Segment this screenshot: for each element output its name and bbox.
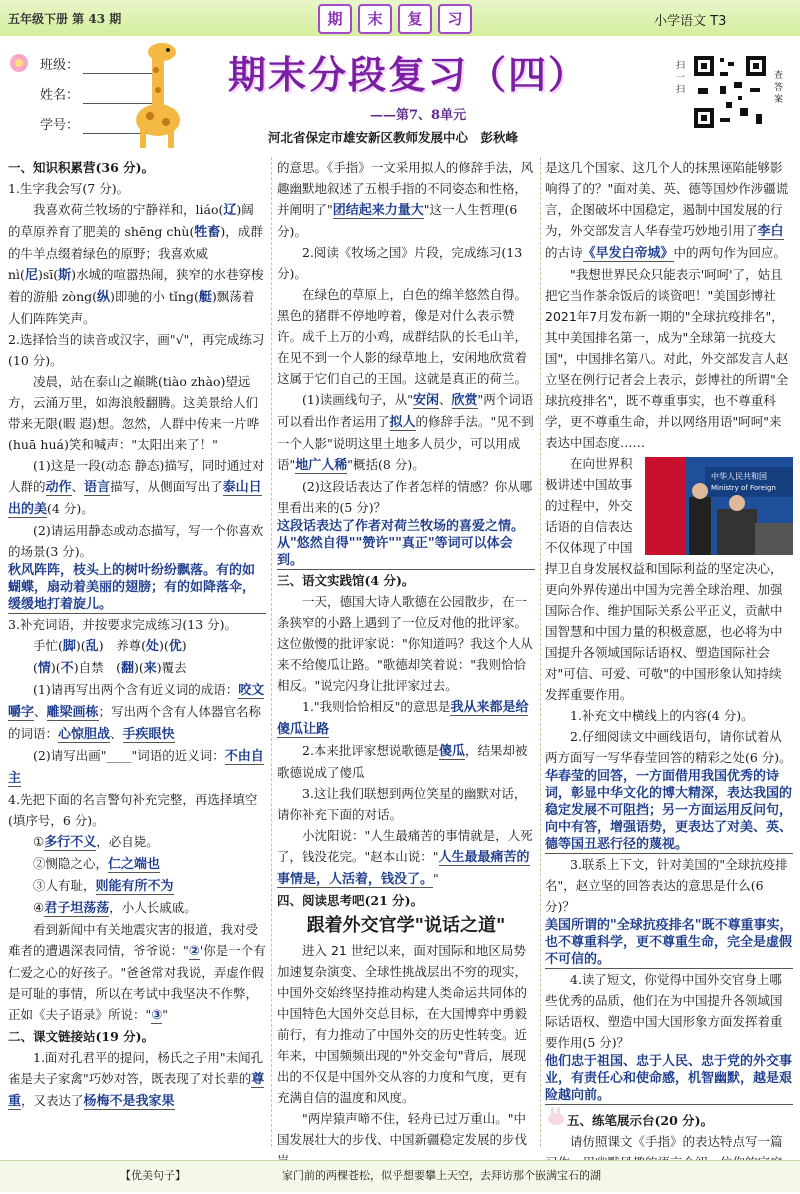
answer-field[interactable]: 辽 bbox=[223, 203, 237, 218]
article-paragraph: "我想世界民众只能表示'呵呵'了，姑且把它当作茶余饭后的谈资吧！"美国彭博社2021年7月发布新一期的"全球抗疫排名"，其中美国排名第一，成为"全球第一抗疫大国"，中国排名第八。对此，外交部发言人赵立坚在例行记者会上表示，彭博社的所谓"全球抗疫排名"，既不尊重事实，也不尊重科学，更不尊重生命，并以网络用语"呵呵"来表达中国态度…… bbox=[545, 267, 789, 450]
q1 bbox=[277, 696, 535, 740]
article-paragraph: "两岸猿声啼不住，轻舟已过万重山。"中国发展壮大的步伐、中国新疆稳定发展的步伐 bbox=[277, 1111, 528, 1147]
q4-item bbox=[8, 831, 266, 853]
answer-field[interactable]: 翻 bbox=[120, 661, 134, 676]
scan-label: 扫一扫 bbox=[676, 61, 686, 95]
q2-1: (1)读画线句子，从"安闲、欣赏"两个词语可以看出作者运用了拟人的修辞手法。"见不到一个人影"说明这里土地多人员少，可以用成语"地广人稀"概括(8 分)。 bbox=[277, 392, 534, 473]
section-heading bbox=[545, 1107, 793, 1131]
press-conference-photo bbox=[645, 457, 793, 555]
text: (1)读画线句子，从" bbox=[302, 392, 413, 407]
text: 飘荡着人们阵阵笑声。 bbox=[8, 289, 255, 326]
text: )覆去 bbox=[156, 660, 187, 675]
text: "概括(8 分)。 bbox=[347, 457, 425, 472]
answer-field[interactable]: 尼 bbox=[24, 268, 38, 283]
page-title: 期末分段复习（四） bbox=[228, 53, 589, 97]
answer-field[interactable]: 李白 bbox=[757, 224, 784, 239]
q2-2: (2)请运用静态或动态描写，写一个你喜欢的场景(3 分)。 bbox=[8, 523, 264, 559]
author-line: 河北省保定市雄安新区教师发展中心 彭秋峰 bbox=[268, 130, 519, 145]
article-paragraph: 进入 21 世纪以来，面对国际和地区局势加速复杂演变、全球性挑战层出不穷的现实，中国外交始终坚持推动构建人类命运共同体的中国特色大国外交总目标，在大国博弈中勇毅前行，有力推动了中国外交的历史性转变。近年来，中国频频出现的"外交金句"背后，展现出的不仅是中国外交从容的力度和气度，更有充满自信的温度和风度。 bbox=[277, 943, 528, 1105]
text: ②恻隐之心， bbox=[33, 856, 109, 871]
text: 的古诗 bbox=[545, 245, 583, 260]
answer-field[interactable]: 手疾眼快 bbox=[122, 727, 175, 742]
answer-field[interactable]: 傻瓜 bbox=[438, 744, 465, 759]
answer-field[interactable]: 雕梁画栋 bbox=[46, 705, 99, 720]
q3-1: (1)请再写出两个含有近义词的成语：咬文嚼字、雕梁画栋；写出两个含有人体器官名称的词语：心惊胆战、手疾眼快 bbox=[8, 682, 265, 742]
q1-passage: 我喜欢荷兰牧场的宁静祥和，liáo(辽)阔的草原养育了肥美的 shēng chù(牲畜)，成群的牛羊点缀着绿色的原野；我喜欢威 nì(尼)sī(斯)水城的喧嚣热闹，狭窄的水巷穿梭着的游船 zòng(纵)即驰的小 tǐng(艇)飘荡着人们阵阵笑声。 bbox=[8, 202, 264, 326]
q4-passage: 看到新闻中有关地震灾害的报道，我对受难者的遭遇深表同情，爷爷说："②'你是一个有仁爱之心的好孩子。"爸爸常对我说，弄虚作假是可耻的事情，所以在考试中我坚决不作弊，正如《夫子语录》所说："③" bbox=[8, 922, 266, 1023]
answer-field[interactable]: 动作 bbox=[45, 480, 72, 495]
column-right bbox=[545, 157, 793, 1194]
q4-item bbox=[8, 897, 266, 919]
answer-field[interactable]: 多行不义 bbox=[44, 835, 97, 850]
text: 阔的草原养育了肥美的 shēng chù( bbox=[8, 202, 254, 239]
column-divider bbox=[540, 157, 541, 1147]
q2-passage: 凌晨，站在泰山之巅眺(tiào zhào)望远方，云涌万里，如海浪般翻腾。这美景给人们带来无限(暇 遐)想。忽然，人群中传来一片哗(huā huá)笑和喊声："太阳出来了！" bbox=[8, 374, 260, 452]
text: )( bbox=[133, 660, 144, 675]
answer-field[interactable]: 我从来都是给傻瓜让路 bbox=[277, 700, 529, 737]
answer-field[interactable]: 不由自主 bbox=[8, 749, 264, 786]
answer-field[interactable]: 艇 bbox=[198, 290, 212, 305]
column-divider bbox=[271, 157, 272, 1147]
text: (1)这是一段(动态 静态)描写，同时通过对人群的 bbox=[8, 458, 265, 494]
q3-2 bbox=[8, 745, 266, 789]
banner-char: 习 bbox=[438, 4, 472, 34]
article-title: 跟着外交官学"说话之道" bbox=[306, 915, 506, 936]
text: 是这几个国家、这几个人的抹黑诬陷能够影响得了的？"面对美、英、德等国炒作涉疆谎言，企图破坏中国稳定，遏制中国发展的行为，外交部发言人华春莹巧妙地引用了 bbox=[545, 160, 789, 238]
answer-field[interactable]: 仁之端也 bbox=[108, 857, 161, 872]
subject-label: 小学语文 T3 bbox=[654, 14, 727, 29]
answer-field[interactable]: 人生最最痛苦的事情是，人活着，钱没了。 bbox=[277, 850, 530, 887]
q3: 3.这让我们联想到两位笑星的幽默对话，请你补充下面的对话。 bbox=[277, 786, 527, 822]
answer-field[interactable]: 地广人稀 bbox=[295, 458, 348, 473]
answer-field[interactable]: 泰山日出的美 bbox=[8, 480, 262, 517]
text: ① bbox=[33, 834, 45, 849]
q3-answer[interactable]: 美国所谓的"全球抗疫排名"既不尊重事实，也不尊重科学，更不尊重生命，完全是虚假不可信的。 bbox=[545, 918, 793, 967]
text: ④ bbox=[33, 900, 45, 915]
banner-char: 末 bbox=[358, 4, 392, 34]
text: (1)请再写出两个含有近义词的成语： bbox=[33, 682, 239, 697]
q2-2: (2)这段话表达了作者怎样的情感？你从哪里看出来的(5 分)？ bbox=[277, 479, 533, 515]
text: ；写出两个含有人体器官名称的词语： bbox=[8, 704, 262, 741]
answer-field[interactable]: 不 bbox=[60, 661, 74, 676]
text: 1.面对孔君平的提问，杨氏之子用"未闻孔雀是夫子家禽"巧妙对答，既表现了对长辈的 bbox=[8, 1050, 264, 1086]
section-heading: 二、课文链接站(19 分)。 bbox=[8, 1029, 155, 1044]
rabbit-icon bbox=[545, 1107, 567, 1125]
text: 的意思。《手指》一文采用拟人的修辞手法，风趣幽默地叙述了五根手指的不同姿态和性格，并阐明了" bbox=[277, 160, 534, 217]
text: )( bbox=[75, 638, 86, 653]
text: )( bbox=[50, 660, 61, 675]
text: ，小人长戚戚。 bbox=[109, 900, 197, 915]
text: 即驰的小 tǐng( bbox=[114, 289, 199, 304]
question-1: 1.生字我会写(7 分)。 bbox=[8, 181, 130, 196]
answer-field[interactable]: 乱 bbox=[85, 639, 99, 654]
text: ，结果却被歌德说成了傻瓜 bbox=[277, 743, 528, 780]
text: 五、练笔展示台(20 分)。 bbox=[567, 1113, 714, 1128]
text: (2)请写出画"____"词语的近义词： bbox=[33, 748, 225, 763]
text: 水城的喧嚣热闹，狭窄的水巷穿梭着的游船 zòng( bbox=[8, 267, 264, 304]
answer-field[interactable]: ② bbox=[188, 944, 200, 959]
qr-code-icon[interactable] bbox=[690, 52, 770, 132]
q2-2-answer[interactable]: 秋风阵阵，枝头上的树叶纷纷飘落。有的如蝴蝶，扇动着美丽的翅膀；有的如降落伞，缓缓地打着旋儿。 bbox=[8, 562, 266, 614]
pasture-passage: 在绿色的草原上，白色的绵羊悠然自得。黑色的猪群不停地哼着，像是对什么表示赞许。成千上万的小鸡，成群结队的长毛山羊，在见不到一个人影的绿草地上，安闲地欣赏着这属于它们自己的王国。这就是真正的荷兰。 bbox=[277, 287, 528, 386]
student-id-label: 学号： bbox=[40, 118, 80, 133]
q2-answer[interactable]: 华春莹的回答，一方面借用我国优秀的诗词，彰显中华文化的博大精深，表达我国的稳定发展不可阻挡；另一方面运用反问句，向中有答，增强语势，更表达了对美、英、德等国丑恶行径的蔑视。 bbox=[545, 769, 793, 852]
text: ，必自毙。 bbox=[96, 834, 159, 849]
q4-item bbox=[8, 875, 266, 897]
answer-field[interactable]: 纵 bbox=[97, 290, 111, 305]
class-label: 班级： bbox=[40, 58, 80, 73]
question-3: 3.补充词语，并按要求完成练习(13 分)。 bbox=[8, 617, 238, 632]
text: ③人有耻， bbox=[33, 878, 96, 893]
photo-caption: 中华人民共和国 bbox=[711, 472, 767, 481]
q5 bbox=[8, 1047, 266, 1112]
answer-field[interactable]: 拟人 bbox=[389, 415, 416, 430]
text: ，又表达了 bbox=[21, 1093, 84, 1108]
text: 手忙( bbox=[33, 638, 63, 653]
answer-field[interactable]: ③ bbox=[151, 1008, 163, 1023]
writing-task: 请仿照课文《手指》的表达特点写一篇 bbox=[570, 1134, 783, 1149]
q3-row-1 bbox=[8, 635, 266, 657]
banner-char: 复 bbox=[398, 4, 432, 34]
answer-field[interactable]: 欣赏 bbox=[451, 393, 478, 408]
column-middle bbox=[277, 157, 535, 1171]
answer-field[interactable]: 《早发白帝城》 bbox=[582, 246, 674, 261]
footer-sentence: 家门前的两棵苍松，似乎想要攀上天空，去拜访那个嵌满宝石的湖 bbox=[282, 1169, 601, 1182]
q4: 4.读了短文，你觉得中国外交官身上哪些优秀的品质，他们在为中国提升各领域国际话语权、塑造中国大国形象方面发挥着重要作用(5 分)？ bbox=[545, 972, 783, 1050]
q2-2-answer[interactable]: 这段话表达了作者对荷兰牧场的喜爱之情。从"悠然自得""赞许""真正"等词可以体会到。 bbox=[277, 518, 535, 570]
answer-field[interactable]: 团结起来力量大 bbox=[332, 203, 424, 218]
footer bbox=[0, 1160, 800, 1192]
answer-field[interactable]: 安闲 bbox=[412, 393, 439, 408]
answer-field[interactable]: 优 bbox=[168, 639, 182, 654]
q1: 1.补充文中横线上的内容(4 分)。 bbox=[570, 708, 754, 723]
q3: 3.联系上下文，针对美国的"全球抗疫排名"，赵立坚的回答表达的意思是什么(6 分)？ bbox=[545, 857, 788, 914]
answer-field[interactable]: 咬文嚼字 bbox=[8, 683, 265, 720]
answer-field[interactable]: 杨梅不是我家果 bbox=[83, 1094, 175, 1109]
q2-1: (1)这是一段(动态 静态)描写，同时通过对人群的动作、语言描写，从侧面写出了泰山日出的美(4 分)。 bbox=[8, 458, 265, 517]
text: (4 分)。 bbox=[47, 501, 94, 516]
text: )( bbox=[158, 638, 169, 653]
photo-caption: Ministry of Foreign bbox=[711, 484, 776, 492]
name-label: 姓名： bbox=[40, 88, 80, 103]
answer-field[interactable]: 处 bbox=[145, 639, 159, 654]
section-heading: 三、语文实践馆(4 分)。 bbox=[277, 573, 415, 588]
section-heading: 一、知识积累营(36 分)。 bbox=[8, 160, 155, 175]
text: '你是一个有仁爱之心的好孩子。"爸爸常对我说，弄虚作假是可耻的事情，所以在考试中我坚决不作弊，正如《夫子语录》所说：" bbox=[8, 943, 266, 1022]
answer-field[interactable]: 心惊胆战 bbox=[58, 727, 111, 742]
question-2: 2.选择恰当的读音或汉字，画"√"，再完成练习(10 分)。 bbox=[8, 332, 265, 368]
text: )自禁 ( bbox=[73, 660, 121, 675]
fingers-question bbox=[277, 157, 535, 242]
text: sī( bbox=[42, 267, 59, 282]
question-2: 2.阅读《牧场之国》片段，完成练习(13 分)。 bbox=[277, 245, 523, 281]
section-heading: 四、阅读思考吧(21 分)。 bbox=[277, 893, 424, 908]
answer-field[interactable]: 尊重 bbox=[8, 1072, 265, 1109]
q4-item bbox=[8, 853, 266, 875]
q3-dialogue: 小沈阳说："人生最痛苦的事情就是，人死了，钱没花完。"赵本山说："人生最最痛苦的事情是，人活着，钱没了。" bbox=[277, 828, 533, 887]
text: 我喜欢荷兰牧场的宁静祥和，liáo( bbox=[33, 202, 224, 217]
q3-row-2 bbox=[8, 657, 266, 679]
text: ) 养尊( bbox=[98, 638, 146, 653]
text: 2.本来批评家想说歌德是 bbox=[302, 743, 439, 758]
article-continued bbox=[545, 157, 793, 264]
article-paragraph: 在向世界积极讲述中国故事的过程中，外交话语的自信表达不仅体现了中国捍卫自身发展权益和国际利益的坚定决心，更向外界传递出中国为完善全球治理、加强国际合作、维护国际关系公平正义，贡献中国智慧和中国力量的积极意愿，也必将为中国提升各领域国际话语权、塑造国际社会对"可信、可爱、可敬"的中国形象认知持续发挥重要作用。 bbox=[545, 456, 783, 702]
text: ( bbox=[33, 660, 38, 675]
q2 bbox=[277, 740, 535, 783]
text: 成群的牛羊点缀着绿色的原野；我喜欢威 nì( bbox=[8, 224, 263, 282]
answer-field[interactable]: 君子坦荡荡 bbox=[44, 901, 110, 916]
answer-field[interactable]: 语言 bbox=[84, 480, 111, 495]
column-left bbox=[8, 157, 266, 1112]
footer-label: 【优美句子】 bbox=[120, 1169, 186, 1182]
answer-field[interactable]: 来 bbox=[143, 661, 157, 676]
text: 小沈阳说："人生最痛苦的事情就是，人死了，钱没花完。"赵本山说：" bbox=[277, 828, 533, 864]
text: "两个词语可以看出作者运用了 bbox=[277, 392, 534, 429]
unit-subtitle: ——第7、8单元 bbox=[370, 108, 467, 123]
check-answers-label: 查答案 bbox=[774, 71, 784, 105]
answer-field[interactable]: 斯 bbox=[58, 268, 72, 283]
answer-field[interactable]: 牲畜 bbox=[194, 225, 221, 240]
text: 描写，从侧面写出了 bbox=[110, 479, 223, 494]
q2: 2.仔细阅读文中画线语句，请你试着从两方面写一写华春莹回答的精彩之处(6 分)。 bbox=[545, 729, 792, 765]
text: 1."我则恰恰相反"的意思是 bbox=[302, 699, 451, 714]
text: 的修辞手法。"见不到一个人影"说明这里土地多人员少，可以用成语" bbox=[277, 414, 534, 472]
answer-field[interactable]: 情 bbox=[37, 661, 51, 676]
text: "这一人生哲理(6 分)。 bbox=[277, 202, 518, 239]
answer-field[interactable]: 则能有所不为 bbox=[95, 879, 174, 894]
text: 中的两句作为回应。 bbox=[673, 245, 787, 260]
flower-icon bbox=[8, 52, 30, 74]
giraffe-icon bbox=[128, 40, 188, 150]
banner-char: 期 bbox=[318, 4, 352, 34]
text: 看到新闻中有关地震灾害的报道，我对受难者的遭遇深表同情，爷爷说：" bbox=[8, 922, 259, 958]
question-4: 4.先把下面的名言警句补充完整，再选择填空(填序号，6 分)。 bbox=[8, 792, 258, 828]
issue-number: 五年级下册 第 43 期 bbox=[8, 12, 122, 26]
review-banner bbox=[318, 4, 472, 34]
goethe-story: 一天，德国大诗人歌德在公园散步，在一条狭窄的小路上遇到了一位反对他的批评家。这位傲慢的批评家说："你知道吗？我这个人从来不给傻瓜让路。"歌德却笑着说："我则恰恰相反。"说完闪身让批评家过去。 bbox=[277, 594, 533, 693]
text: ) bbox=[181, 638, 187, 653]
answer-field[interactable]: 脚 bbox=[62, 639, 76, 654]
top-bar bbox=[0, 0, 800, 36]
q4-answer[interactable]: 他们忠于祖国、忠于人民、忠于党的外交事业，有责任心和使命感，机智幽默，越是艰险越向前。 bbox=[545, 1054, 793, 1103]
